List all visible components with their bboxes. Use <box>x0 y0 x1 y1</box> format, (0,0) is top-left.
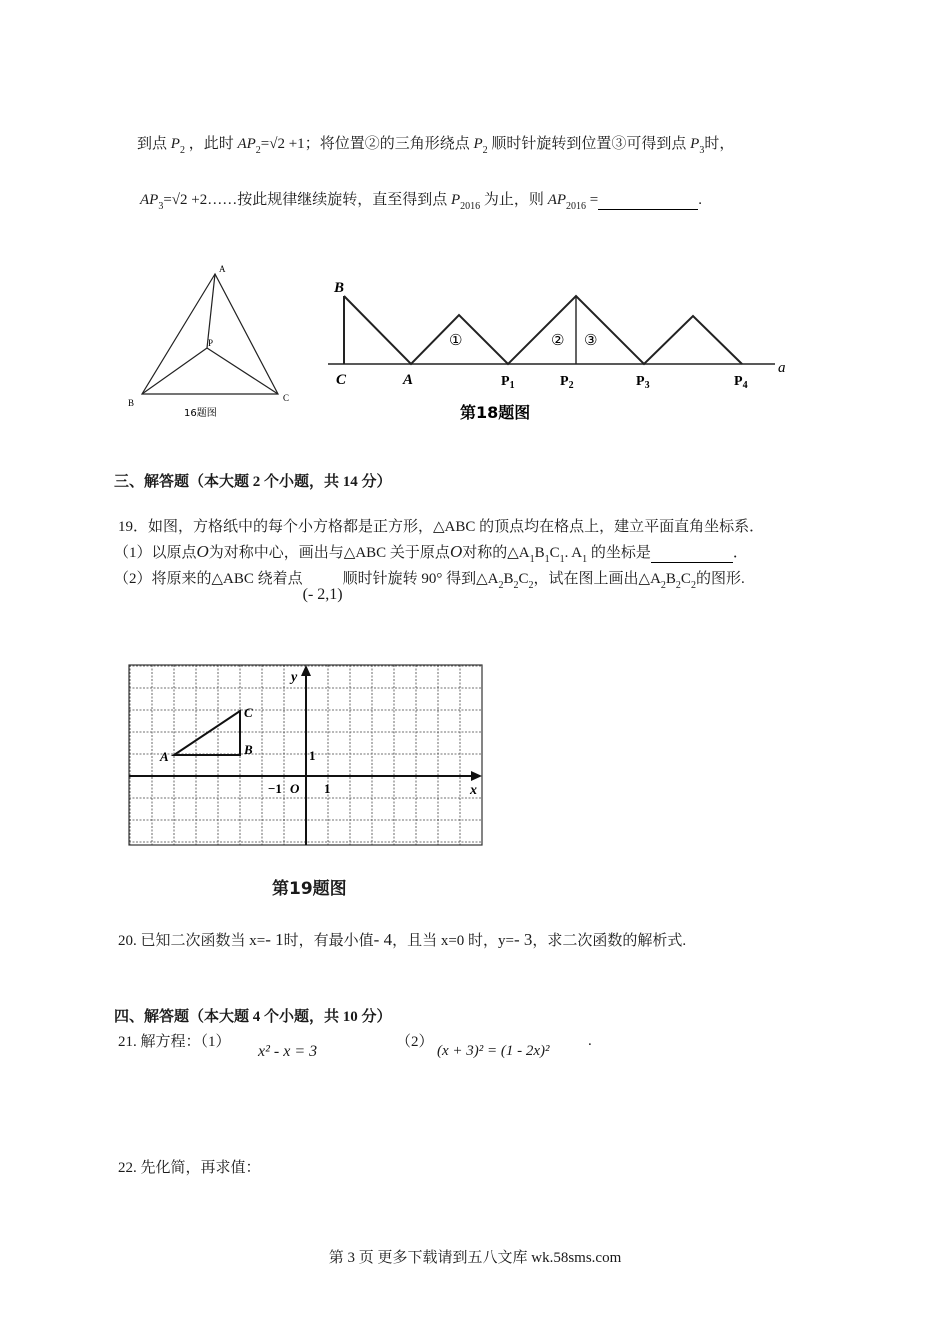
fig19-label-a: A <box>160 749 169 764</box>
fig19-label-c: C <box>244 705 253 720</box>
fig18-zigzag <box>344 296 742 364</box>
fig16-caption: 16题图 <box>184 408 217 419</box>
q18-line2 <box>140 188 702 210</box>
fig18-label-p2 <box>560 374 574 391</box>
q19-p2-b3: C <box>518 571 529 587</box>
fig16-pc <box>207 348 278 394</box>
fig19-triangle-abc <box>174 711 240 755</box>
q18-answer-blank[interactable] <box>598 192 698 210</box>
fig19-y-arrow <box>301 665 311 676</box>
q19-p1-b: 为对称中心，画出与△ABC 关于原点 <box>208 545 450 561</box>
q21-eq1: x² - x = 3 <box>258 1043 318 1060</box>
q18-p2016-sub: 2016 <box>460 201 481 212</box>
fig19-label-b: B <box>244 742 253 757</box>
q20-b: 时，有最小值 <box>283 933 374 949</box>
fig19-tick-y1: 1 <box>309 748 316 763</box>
q21-end: . <box>588 1033 592 1049</box>
q19-answer-blank[interactable] <box>651 545 733 563</box>
fig18-label-p3 <box>636 374 650 391</box>
q18-p2b-sub: 2 <box>482 145 488 156</box>
q19-p1-s1: 1 <box>529 554 535 565</box>
q18-ap3 <box>140 192 164 212</box>
q19-p2-s6: 2 <box>690 580 696 591</box>
fig18-label-a-axis: a <box>778 360 786 376</box>
q19-stem: 19．如图，方格纸中的每个小方格都是正方形，△ABC 的顶点均在格点上，建立平面直角坐标系． <box>118 519 765 535</box>
q18-text-d: 顺时针旋转到位置③可得到点 <box>491 136 687 152</box>
q18-p3-sub: 3 <box>699 145 705 156</box>
fig16-label-c: C <box>283 393 290 403</box>
q18-p2-letter: P <box>170 136 180 152</box>
q19-p2-c: ，试在图上画出△A <box>533 571 661 587</box>
q19-p2-s1: 2 <box>498 580 504 591</box>
q22: 22. 先化简，再求值： <box>118 1160 261 1176</box>
q20-v2: - 4 <box>373 930 393 949</box>
q18-ap2-letters: AP <box>237 136 256 152</box>
q19-p2-b2: B <box>503 571 514 587</box>
q20-v3: - 3 <box>514 930 533 949</box>
figure-16 <box>120 258 300 428</box>
section-4-heading: 四、解答题（本大题 4 个小题，共 10 分） <box>114 1009 392 1025</box>
fig18-p1-letter: P <box>501 374 510 389</box>
fig19-tick-neg1: −1 <box>268 781 282 796</box>
fig19-label-x: x <box>470 783 477 798</box>
q19-p2-a: （2）将原来的△ABC 绕着点 <box>114 571 303 587</box>
q21-eq2: (x + 3)² = (1 - 2x)² <box>437 1043 550 1059</box>
q18-p2b-letter: P <box>473 136 483 152</box>
q18-p2b <box>473 136 488 156</box>
q19-p1-d: . A <box>564 545 583 561</box>
q18-ap3-letters: AP <box>140 192 159 208</box>
q18-text-e: 时， <box>704 136 735 152</box>
fig16-label-p: P <box>208 338 214 348</box>
fig19-tick-x1: 1 <box>324 781 331 796</box>
figure-19 <box>125 655 490 855</box>
fig16-triangle <box>142 274 278 394</box>
q19-p2-d: 的图形. <box>695 571 745 587</box>
fig19-origin: O <box>290 781 300 796</box>
fig18-p4-sub: 4 <box>742 380 748 391</box>
fig18-p4-letter: P <box>734 374 743 389</box>
fig16-label-a: A <box>219 264 226 274</box>
q19-p1-s3: 1 <box>559 554 565 565</box>
fig18-label-c: C <box>336 372 347 388</box>
q18-p2 <box>170 136 185 156</box>
q18-ap3-rhs: =√2 +2 <box>163 192 208 208</box>
fig18-p3-sub: 3 <box>644 380 650 391</box>
q21-label2: （2） <box>396 1034 434 1050</box>
q18-text-f: ……按此规律继续旋转，直至得到点 <box>207 192 448 208</box>
q18-line1 <box>137 132 735 156</box>
fig18-mark-3: ③ <box>584 331 598 349</box>
fig18-p2-letter: P <box>560 374 569 389</box>
q18-ap2016-sub: 2016 <box>566 201 587 212</box>
q18-text-g: 为止，则 <box>483 192 544 208</box>
fig18-label-p1 <box>501 374 515 391</box>
q19-p1-s4: 1 <box>582 554 588 565</box>
q18-text-c: ；将位置②的三角形绕点 <box>304 136 470 152</box>
fig19-caption: 第19题图 <box>272 879 347 899</box>
q19-p2-c3: C <box>680 571 691 587</box>
fig16-label-b: B <box>128 398 135 408</box>
q19-p1-a: （1）以原点 <box>114 545 197 561</box>
fig18-mark-2: ② <box>551 331 565 349</box>
q19-p2-c2: B <box>665 571 676 587</box>
fig16-pb <box>142 348 207 394</box>
q20 <box>118 929 686 950</box>
fig18-label-a: A <box>403 372 414 388</box>
q19-p1-s2: 1 <box>544 554 550 565</box>
q19-p1-c3: C <box>549 545 560 561</box>
q19-p2-b: 顺时针旋转 90° 得到△A <box>342 571 499 587</box>
fig18-caption: 第18题图 <box>460 403 531 422</box>
q18-ap3-sub: 3 <box>158 201 164 212</box>
fig18-p2-sub: 2 <box>568 380 574 391</box>
q18-ap2-sub: 2 <box>255 145 261 156</box>
q18-p2016 <box>451 192 481 212</box>
q19-p2-point: (- 2,1) <box>302 586 343 603</box>
q20-d: ，求二次函数的解析式. <box>532 933 687 949</box>
q18-ap2-rhs: =√2 +1 <box>260 136 305 152</box>
q19-p2-s2: 2 <box>513 580 519 591</box>
fig18-p3-letter: P <box>636 374 645 389</box>
q19-part1 <box>114 541 748 563</box>
q19-p2-s5: 2 <box>675 580 681 591</box>
q19-p1-c: 对称的△A <box>462 545 530 561</box>
fig18-p1-sub: 1 <box>509 380 515 391</box>
q18-text-b: ，此时 <box>188 136 234 152</box>
fig18-mark-1: ① <box>449 331 463 349</box>
q19-p2-s3: 2 <box>528 580 534 591</box>
fig18-label-b: B <box>334 280 345 296</box>
q19-part2 <box>114 567 745 603</box>
q19-p1-end: ． <box>732 545 748 561</box>
q18-equals: = <box>589 192 599 208</box>
figure-18 <box>320 272 800 432</box>
q19-p1-c2: B <box>534 545 545 561</box>
q19-p2-s4: 2 <box>660 580 666 591</box>
q18-p3-letter: P <box>690 136 700 152</box>
q18-ap2016 <box>547 192 587 212</box>
fig19-label-y: y <box>291 670 298 685</box>
q18-ap2 <box>237 136 261 156</box>
q18-p2016-letter: P <box>451 192 461 208</box>
q19-p1-origin2: O <box>449 542 463 561</box>
fig18-label-p4 <box>734 374 748 391</box>
q18-end: . <box>698 192 702 208</box>
q19-p1-e: 的坐标是 <box>587 545 651 561</box>
q20-c: ，且当 x=0 时，y= <box>392 933 514 949</box>
q21-label: 21. 解方程：（1） <box>118 1034 231 1050</box>
q18-p3 <box>690 136 705 156</box>
q18-ap2016-letters: AP <box>547 192 567 208</box>
q20-a: 20. 已知二次函数当 x= <box>118 933 266 949</box>
q19-p1-origin: O <box>196 542 209 561</box>
q20-v1: - 1 <box>265 930 284 949</box>
page-footer: 第 3 页 更多下载请到五八文库 wk.58sms.com <box>328 1250 622 1266</box>
fig19-x-arrow <box>471 771 482 781</box>
q18-text-a: 到点 <box>137 136 168 152</box>
section-3-heading: 三、解答题（本大题 2 个小题，共 14 分） <box>114 474 392 490</box>
q18-p2-sub: 2 <box>179 145 185 156</box>
